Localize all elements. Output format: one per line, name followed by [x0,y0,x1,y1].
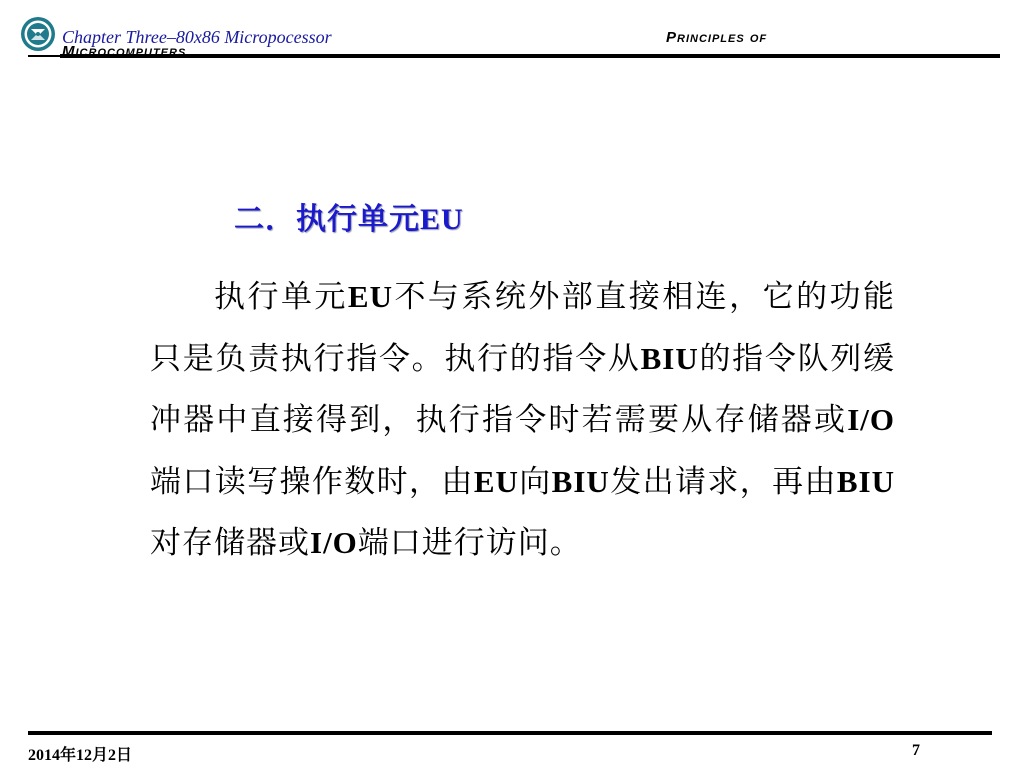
body-term: EU [473,463,519,499]
body-term: I/O [310,525,358,560]
footer-divider [28,731,992,735]
body-text-run: 不与系统外部直接相连，它的功能只是负责执行指令。执行的指令从 [150,279,896,376]
body-term: BIU [640,340,699,376]
header-divider-left [28,55,62,57]
body-text-run: 对存储器或 [150,525,310,560]
body-text-run: 向 [518,463,552,499]
page-number: 7 [912,742,920,759]
university-emblem-icon [20,16,56,52]
footer-date: 2014年12月2日 [28,747,133,764]
section-heading: 二．执行单元EU [234,203,464,236]
body-term: EU [347,279,393,314]
course-title-line2: Microcomputers [62,43,187,60]
body-term: I/O [847,402,895,437]
chapter-title: Chapter Three–80x86 Micropocessor [62,27,332,47]
body-text-run: 的指令队列缓冲器中直接得到，执行指令时若需要从存储器或 [150,340,896,437]
body-text-run: 端口进行访问。 [357,525,582,560]
course-title-line1: Principles of [666,29,768,46]
body-term: BIU [551,463,610,499]
body-text-run: 发出请求，再由 [609,463,837,499]
body-paragraph [150,266,895,574]
body-text-run: 端口读写操作数时，由 [150,463,474,499]
header-divider [60,54,1000,58]
body-term: BIU [836,463,896,499]
body-text-run: 执行单元 [214,279,348,314]
